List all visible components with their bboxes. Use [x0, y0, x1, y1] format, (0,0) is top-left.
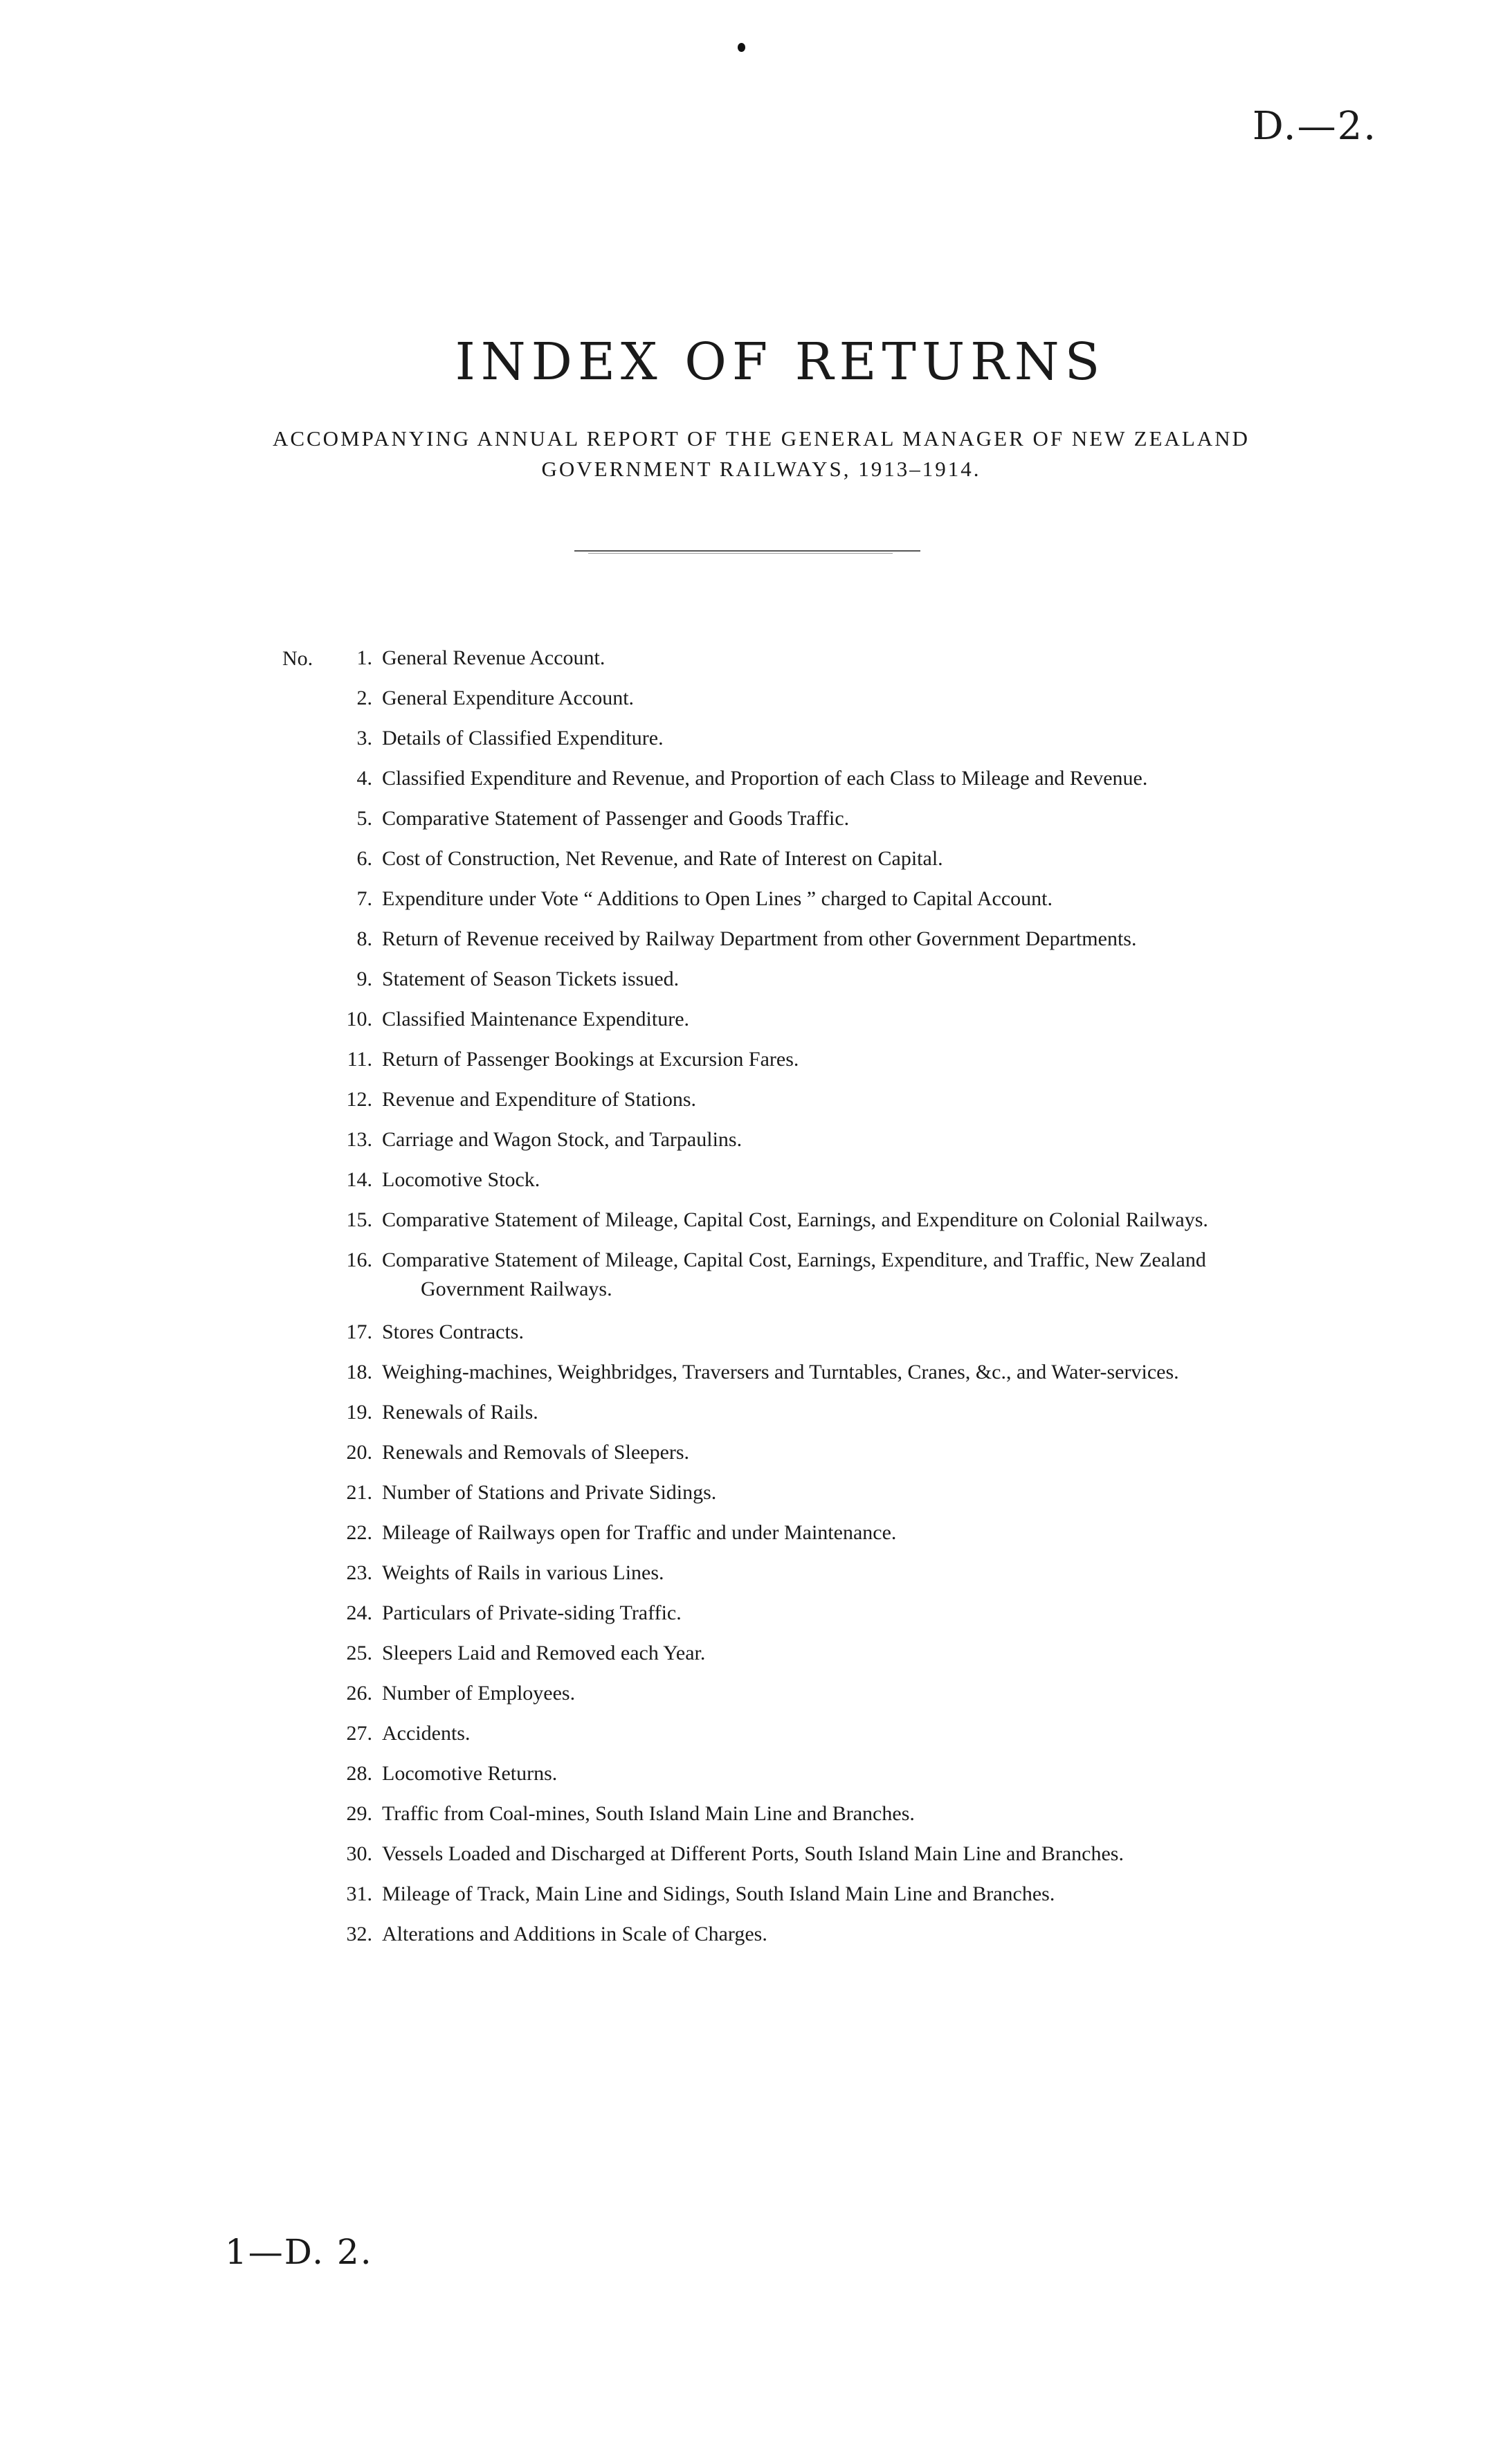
- list-item: [332, 764, 1398, 804]
- entry-number: 19.: [346, 1401, 372, 1424]
- entry-title: [382, 925, 1398, 954]
- list-item: [332, 1206, 1398, 1246]
- footer-page-reference: 1—D. 2.: [225, 2232, 373, 2272]
- entry-title-text: Carriage and Wagon Stock, and Tarpaulins.: [382, 1128, 743, 1151]
- entry-title: [382, 1880, 1398, 1909]
- entry-title: [382, 1125, 1398, 1154]
- list-item: [332, 1438, 1398, 1478]
- list-item: [332, 1085, 1398, 1125]
- subtitle-line-2: GOVERNMENT RAILWAYS, 1913–1914.: [541, 457, 981, 481]
- entry-number: 18.: [346, 1361, 372, 1383]
- entry-title: [382, 1599, 1398, 1628]
- entry-number: 32.: [346, 1923, 372, 1945]
- entry-title: [382, 1719, 1398, 1748]
- entry-title-text: Classified Maintenance Expenditure.: [382, 1008, 690, 1030]
- list-item: [332, 1840, 1398, 1880]
- entry-number: 26.: [346, 1682, 372, 1705]
- entry-title: [382, 1398, 1398, 1427]
- entry-title-text: Statement of Season Tickets issued.: [382, 968, 680, 990]
- entry-title: [382, 1246, 1398, 1304]
- entry-number: 17.: [346, 1320, 372, 1343]
- entry-number: 13.: [346, 1128, 372, 1151]
- entry-title-text: Stores Contracts.: [382, 1320, 524, 1343]
- entry-title: [382, 884, 1398, 914]
- returns-list: [332, 644, 1398, 1960]
- entry-title-text: Number of Employees.: [382, 1682, 576, 1705]
- subtitle: [201, 424, 1322, 484]
- entry-title: [382, 1438, 1398, 1467]
- entry-number: 3.: [356, 727, 372, 750]
- entry-title-text: Return of Revenue received by Railway Department from other Government Departments.: [382, 927, 1137, 950]
- list-item: [332, 724, 1398, 764]
- entry-number: 21.: [346, 1481, 372, 1504]
- entry-title-text: Classified Expenditure and Revenue, and Proportion of each Class to Mileage and Revenue.: [382, 767, 1148, 790]
- entry-title-text: Particulars of Private-siding Traffic.: [382, 1601, 682, 1624]
- entry-number: 22.: [346, 1521, 372, 1544]
- entry-title: [382, 1005, 1398, 1034]
- entry-title: [382, 1478, 1398, 1507]
- entry-title-text: General Revenue Account.: [382, 646, 605, 669]
- page-title: INDEX OF RETURNS: [455, 332, 1106, 392]
- list-item: [332, 1880, 1398, 1920]
- entry-title-text: Locomotive Stock.: [382, 1168, 540, 1191]
- list-item: [332, 1165, 1398, 1206]
- entry-title-text: Accidents.: [382, 1722, 471, 1745]
- entry-title: [382, 1679, 1398, 1708]
- entry-number: 12.: [346, 1088, 372, 1111]
- list-item: [332, 1920, 1398, 1960]
- entry-number: 29.: [346, 1802, 372, 1825]
- entry-title: [382, 1559, 1398, 1588]
- entry-title-text: Alterations and Additions in Scale of Charges.: [382, 1923, 767, 1945]
- list-item: [332, 1045, 1398, 1085]
- entry-title-text: Renewals of Rails.: [382, 1401, 538, 1424]
- entry-number: 11.: [347, 1048, 372, 1071]
- entry-number: 20.: [346, 1441, 372, 1464]
- entry-title-text: Revenue and Expenditure of Stations.: [382, 1088, 697, 1111]
- list-item: [332, 1559, 1398, 1599]
- subtitle-line-1: ACCOMPANYING ANNUAL REPORT OF THE GENERAL MANAGER OF NEW ZEALAND: [272, 426, 1250, 451]
- entry-title: [382, 1920, 1398, 1949]
- list-item: [332, 1599, 1398, 1639]
- entry-title-text: Sleepers Laid and Removed each Year.: [382, 1642, 706, 1664]
- entry-number: 25.: [346, 1642, 372, 1664]
- entry-number: 6.: [356, 847, 372, 870]
- entry-number: 16.: [346, 1248, 372, 1271]
- entry-number: 9.: [356, 968, 372, 990]
- list-item: [332, 844, 1398, 884]
- list-item: [332, 1759, 1398, 1799]
- entry-title: [382, 965, 1398, 994]
- entry-number: 14.: [346, 1168, 372, 1191]
- entry-title: [382, 684, 1398, 713]
- entry-number: 7.: [356, 887, 372, 910]
- list-item: [332, 1639, 1398, 1679]
- list-item: [332, 1679, 1398, 1719]
- list-item: [332, 1318, 1398, 1358]
- entry-title-text: Weighing-machines, Weighbridges, Traversers and Turntables, Cranes, &c., and Water-services.: [382, 1361, 1179, 1383]
- entry-title-text: Mileage of Track, Main Line and Sidings, South Island Main Line and Branches.: [382, 1882, 1055, 1905]
- entry-number: 24.: [346, 1601, 372, 1624]
- number-label: No.: [282, 647, 313, 670]
- entry-number: 10.: [346, 1008, 372, 1030]
- entry-title: [382, 1085, 1398, 1114]
- entry-number: 8.: [356, 927, 372, 950]
- entry-title: [382, 1358, 1398, 1387]
- entry-title: [382, 1639, 1398, 1668]
- entry-number: 31.: [346, 1882, 372, 1905]
- list-item: [332, 1398, 1398, 1438]
- entry-title-text: Weights of Rails in various Lines.: [382, 1561, 664, 1584]
- list-item: [332, 804, 1398, 844]
- list-item: [332, 1719, 1398, 1759]
- entry-title-text: Comparative Statement of Passenger and Goods Traffic.: [382, 807, 850, 830]
- entry-title: [382, 1840, 1398, 1869]
- list-item: [332, 644, 1398, 684]
- entry-title: [382, 1206, 1398, 1235]
- entry-title: [382, 804, 1398, 833]
- entry-title-text: Comparative Statement of Mileage, Capital Cost, Earnings, and Expenditure on Colonial Railways.: [382, 1208, 1208, 1231]
- entry-number: 1.: [356, 646, 372, 669]
- entry-title-text: Renewals and Removals of Sleepers.: [382, 1441, 690, 1464]
- entry-number: 5.: [356, 807, 372, 830]
- entry-title: [382, 1165, 1398, 1195]
- title-divider: [574, 550, 920, 554]
- entry-title-continuation: Government Railways.: [421, 1278, 612, 1300]
- entry-title-text: Comparative Statement of Mileage, Capital Cost, Earnings, Expenditure, and Traffic, New Zealand: [382, 1248, 1206, 1271]
- entry-title-text: Traffic from Coal-mines, South Island Main Line and Branches.: [382, 1802, 915, 1825]
- list-item: [332, 925, 1398, 965]
- entry-title: [382, 1799, 1398, 1828]
- list-item: [332, 1799, 1398, 1840]
- entry-title: [382, 644, 1398, 673]
- entry-number: 30.: [346, 1842, 372, 1865]
- entry-title: [382, 844, 1398, 873]
- list-item: [332, 1358, 1398, 1398]
- list-item: [332, 1125, 1398, 1165]
- entry-number: 28.: [346, 1762, 372, 1785]
- entry-title-text: General Expenditure Account.: [382, 687, 635, 709]
- entry-number: 4.: [356, 767, 372, 790]
- ink-mark: [738, 43, 745, 52]
- list-item: [332, 965, 1398, 1005]
- page-reference: D.—2.: [1252, 104, 1377, 149]
- entry-title-text: Vessels Loaded and Discharged at Different Ports, South Island Main Line and Branches.: [382, 1842, 1124, 1865]
- entry-number: 15.: [346, 1208, 372, 1231]
- entry-title-text: Mileage of Railways open for Traffic and under Maintenance.: [382, 1521, 897, 1544]
- list-item: [332, 684, 1398, 724]
- entry-title: [382, 764, 1398, 793]
- entry-title: [382, 1045, 1398, 1074]
- divider-rule-thin: [588, 553, 893, 554]
- list-item: [332, 1478, 1398, 1518]
- entry-title: [382, 1318, 1398, 1347]
- entry-number: 2.: [356, 687, 372, 709]
- entry-number: 23.: [346, 1561, 372, 1584]
- entry-title-text: Number of Stations and Private Sidings.: [382, 1481, 717, 1504]
- entry-number: 27.: [346, 1722, 372, 1745]
- entry-title-text: Expenditure under Vote “ Additions to Open Lines ” charged to Capital Account.: [382, 887, 1053, 910]
- entry-title-text: Cost of Construction, Net Revenue, and Rate of Interest on Capital.: [382, 847, 943, 870]
- entry-title-text: Details of Classified Expenditure.: [382, 727, 664, 750]
- list-item: [332, 1518, 1398, 1559]
- list-item: [332, 884, 1398, 925]
- entry-title: [382, 1759, 1398, 1788]
- entry-title-text: Return of Passenger Bookings at Excursion Fares.: [382, 1048, 799, 1071]
- entry-title: [382, 1518, 1398, 1547]
- entry-title: [382, 724, 1398, 753]
- entry-title-text: Locomotive Returns.: [382, 1762, 558, 1785]
- list-item: [332, 1005, 1398, 1045]
- divider-rule: [574, 550, 920, 552]
- list-item: [332, 1246, 1398, 1318]
